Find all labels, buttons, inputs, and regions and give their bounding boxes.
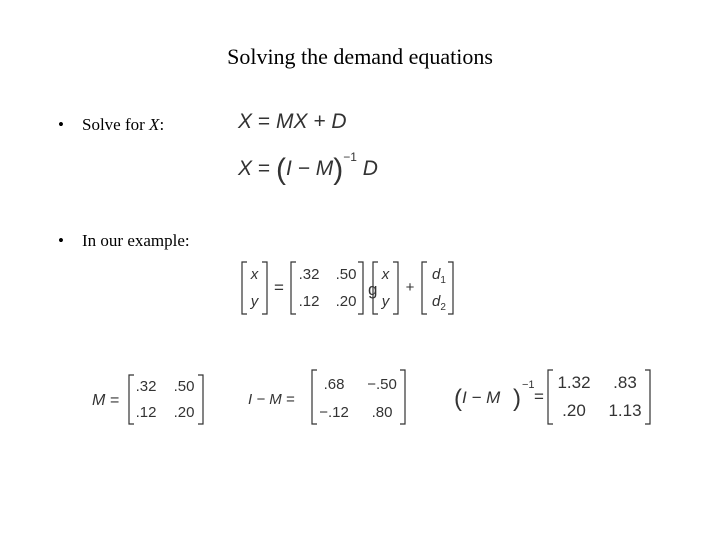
def-inverse-0-1: .83 — [613, 373, 637, 392]
bracket-right-m-matrix — [198, 375, 203, 424]
bracket-left-system-matrix — [291, 262, 296, 314]
def-inverse-exponent: −1 — [522, 379, 535, 391]
bracket-left-m-matrix — [129, 375, 134, 424]
bracket-right-vec-d — [448, 262, 453, 314]
sys-vec-d-0-sub: 1 — [440, 275, 446, 286]
sys-vec-d-1-sub: 2 — [440, 302, 446, 313]
def-i-minus-m-label: I − M = — [248, 391, 295, 408]
bullet-text: In our example: — [82, 231, 190, 250]
sys-vec-x-0: x — [250, 266, 259, 283]
bullet-marker: • — [58, 231, 64, 250]
def-inverse-paren-close: ) — [513, 385, 521, 412]
bullet-marker: • — [58, 115, 64, 134]
sys-vec-d-0 — [432, 266, 446, 286]
bracket-right-vec-x — [262, 262, 267, 314]
eq2-equals: = — [257, 157, 271, 180]
eq1-lhs: X — [238, 110, 253, 133]
def-i-minus-m-0-1: −.50 — [367, 376, 397, 393]
sys-matrix-0-1: .50 — [335, 266, 357, 283]
sys-vec-d-0-base: d — [432, 266, 441, 283]
def-inverse-1-1: 1.13 — [608, 401, 642, 420]
sys-vec-x-1: y — [250, 293, 259, 310]
eq1-equals: = — [257, 110, 271, 133]
bracket-right-vec-x2 — [393, 262, 398, 314]
bracket-left-vec-d — [422, 262, 427, 314]
bracket-right-i-minus-m-matrix — [400, 370, 405, 424]
sys-stray-g: g — [368, 280, 378, 299]
eq2-exponent: −1 — [343, 150, 357, 164]
def-m-1-0: .12 — [135, 404, 157, 421]
bracket-left-i-minus-m-matrix — [312, 370, 317, 424]
sys-matrix-0-0: .32 — [298, 266, 320, 283]
sys-vec-x2-0: x — [381, 266, 390, 283]
def-inverse-0-0: 1.32 — [557, 373, 591, 392]
slide-title: Solving the demand equations — [227, 44, 493, 69]
eq2-inner: I − M — [285, 157, 334, 180]
def-inverse-paren-open: ( — [454, 385, 462, 412]
eq2-paren-close: ) — [333, 153, 344, 186]
def-inverse-inner: I − M — [462, 388, 501, 407]
sys-vec-d-1 — [432, 293, 446, 313]
bullet-text-prefix: Solve for — [82, 115, 150, 134]
bracket-left-inverse-matrix — [548, 370, 553, 424]
def-inverse-equals: = — [534, 387, 544, 406]
def-i-minus-m-1-0: −.12 — [319, 404, 349, 421]
eq2-tail: D — [362, 157, 378, 180]
bracket-right-inverse-matrix — [645, 370, 650, 424]
sys-plus: + — [405, 279, 415, 296]
bracket-right-system-matrix — [358, 262, 363, 314]
bullet-variable: X — [149, 115, 160, 134]
def-i-minus-m-1-1: .80 — [371, 404, 393, 421]
eq1-rhs: MX + D — [275, 110, 347, 133]
eq2-lhs: X — [238, 157, 253, 180]
sys-vec-x2-1: y — [381, 293, 390, 310]
bracket-left-vec-x — [242, 262, 247, 314]
def-m-0-1: .50 — [173, 378, 195, 395]
def-m-label: M = — [92, 392, 120, 409]
def-m-0-0: .32 — [135, 378, 157, 395]
def-i-minus-m-0-0: .68 — [323, 376, 345, 393]
bullet-text-suffix: : — [159, 115, 165, 134]
def-inverse-1-0: .20 — [562, 401, 586, 420]
sys-vec-d-1-base: d — [432, 293, 441, 310]
sys-matrix-1-1: .20 — [335, 293, 357, 310]
sys-equals: = — [274, 278, 284, 297]
sys-matrix-1-0: .12 — [298, 293, 320, 310]
def-m-1-1: .20 — [173, 404, 195, 421]
eq2-paren-open: ( — [275, 153, 286, 186]
